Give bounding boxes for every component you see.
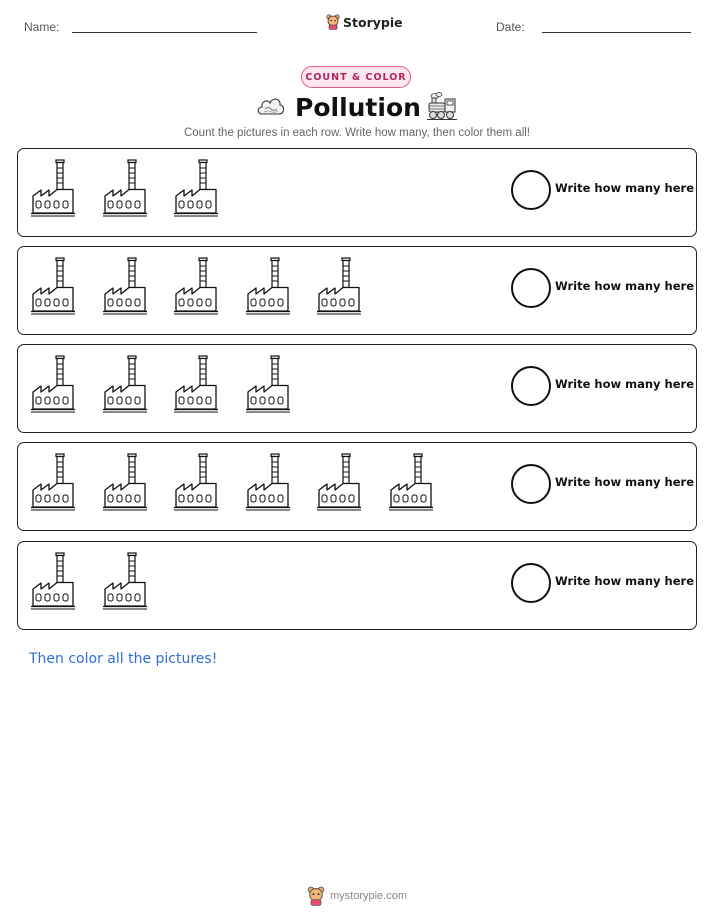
counting-row — [17, 246, 697, 335]
counting-row — [17, 148, 697, 237]
factory-icon[interactable] — [173, 452, 219, 512]
steam-train-icon — [426, 92, 458, 122]
factory-icon[interactable] — [102, 256, 148, 316]
bear-mascot-icon — [326, 14, 340, 30]
factory-icon[interactable] — [173, 158, 219, 218]
name-line[interactable] — [72, 32, 257, 33]
answer-prompt: Write how many here — [555, 574, 694, 588]
factory-icon[interactable] — [245, 354, 291, 414]
footer — [0, 886, 714, 906]
factory-icon[interactable] — [30, 256, 76, 316]
footer-note: Then color all the pictures! — [29, 651, 218, 667]
factory-icon[interactable] — [102, 452, 148, 512]
date-line[interactable] — [542, 32, 691, 33]
factory-icon[interactable] — [173, 256, 219, 316]
counting-row — [17, 541, 697, 630]
answer-prompt: Write how many here — [555, 279, 694, 293]
factory-icon[interactable] — [245, 452, 291, 512]
factory-icon[interactable] — [30, 354, 76, 414]
factory-icon[interactable] — [388, 452, 434, 512]
factory-icon[interactable] — [316, 256, 362, 316]
factory-icon[interactable] — [30, 551, 76, 611]
factory-icon[interactable] — [316, 452, 362, 512]
instructions: Count the pictures in each row. Write how many, then color them all! — [183, 127, 531, 139]
date-label: Date: — [496, 20, 525, 34]
name-label: Name: — [24, 20, 60, 34]
smog-cloud-icon — [256, 94, 286, 120]
answer-prompt: Write how many here — [555, 377, 694, 391]
footer-site-url: mystorypie.com — [329, 890, 408, 902]
factory-icon[interactable] — [173, 354, 219, 414]
answer-prompt: Write how many here — [555, 475, 694, 489]
category-badge: COUNT & COLOR — [301, 66, 411, 88]
answer-circle[interactable] — [511, 464, 551, 504]
counting-row — [17, 442, 697, 531]
answer-circle[interactable] — [511, 366, 551, 406]
factory-icon[interactable] — [102, 158, 148, 218]
factory-icon[interactable] — [245, 256, 291, 316]
factory-icon[interactable] — [30, 452, 76, 512]
brand-logo — [326, 14, 403, 30]
answer-circle[interactable] — [511, 170, 551, 210]
counting-row — [17, 344, 697, 433]
answer-prompt: Write how many here — [555, 181, 694, 195]
factory-icon[interactable] — [102, 551, 148, 611]
answer-circle[interactable] — [511, 563, 551, 603]
page-title: Pollution — [295, 93, 421, 122]
factory-icon[interactable] — [102, 354, 148, 414]
answer-circle[interactable] — [511, 268, 551, 308]
brand-name: Storypie — [343, 14, 403, 30]
bear-mascot-icon — [307, 886, 325, 906]
factory-icon[interactable] — [30, 158, 76, 218]
